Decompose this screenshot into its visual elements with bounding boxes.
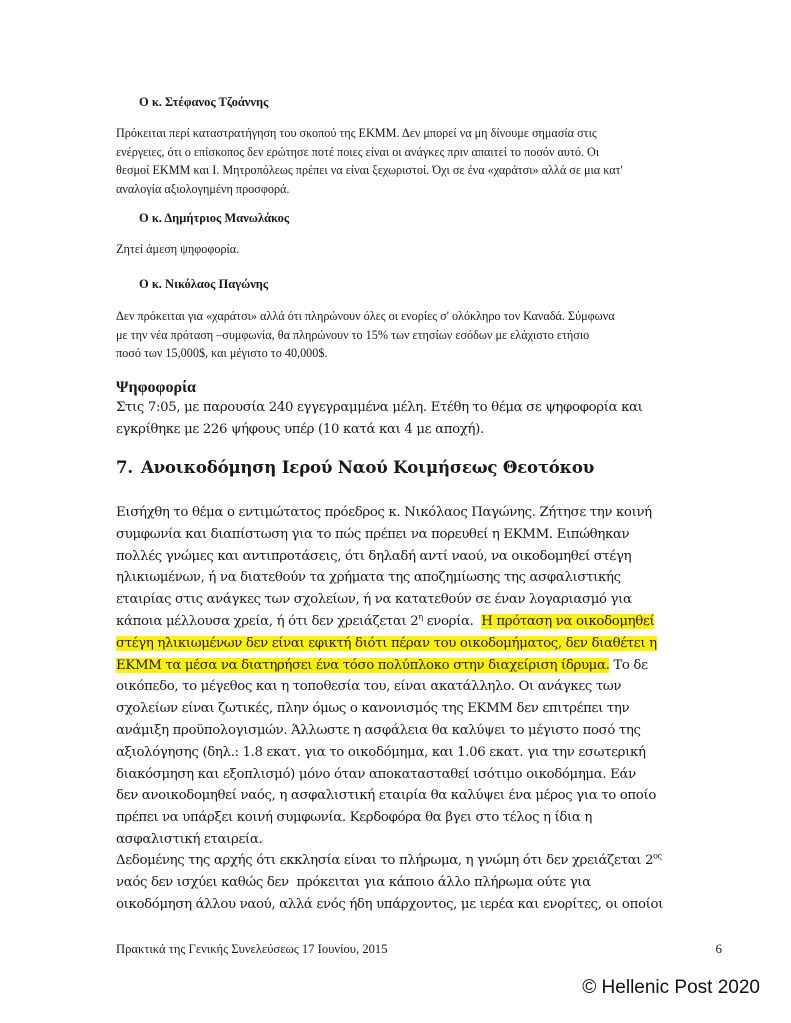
copyright-watermark: © Hellenic Post 2020: [582, 977, 760, 998]
text-line: Δεν πρόκειται για «χαράτσι» αλλά ότι πληρώνουν όλες οι ενορίες σ' ολόκληρο τον Καναδά. Σύμφωνα: [116, 309, 615, 323]
speaker-statement: [116, 307, 676, 363]
text-line: ασφαλιστική εταιρεία.: [116, 831, 263, 847]
text-line: πρέπει να υπάρξει κοινή συμφωνία. Κερδοφόρα θα βγει στο τέλος η ίδια η: [116, 810, 593, 826]
text-line: Εισήχθη το θέμα ο εντιμώτατος πρόεδρος κ. Νικόλαος Παγώνης. Ζήτησε την κοινή: [116, 505, 652, 520]
text-line: [116, 633, 676, 655]
text-line: [116, 611, 676, 633]
speaker-statement: [116, 124, 676, 198]
speaker-name: Ο κ. Δημήτριος Μανωλάκος: [139, 211, 290, 225]
text-fragment: Δεδομένης της αρχής ότι εκκλησία είναι το πλήρωμα, η γνώμη ότι δεν χρειάζεται 2: [116, 853, 654, 868]
text-fragment: ενορία.: [422, 613, 482, 629]
highlighted-text: ΕΚΜΜ τα μέσα να διατηρήσει ένα τόσο πολύπλοκο στην διαχείριση ίδρυμα.: [116, 657, 610, 673]
superscript: η: [418, 612, 423, 622]
text-line: Ζητεί άμεση ψηφοφορία.: [116, 242, 240, 256]
text-line: αναλογία αξιολογημένη προσφορά.: [116, 181, 290, 196]
text-line: ηλικιωμένων, ή να διατεθούν τα χρήματα της αποζημίωσης της ασφαλιστικής: [116, 570, 621, 586]
section-paragraph: [116, 502, 676, 851]
highlighted-text: στέγη ηλικιωμένων δεν είναι εφικτή διότι πέραν του οικοδομήματος, δεν διαθέτει η: [116, 635, 657, 651]
text-line: δεν ανοικοδομηθεί ναός, η ασφαλιστική εταιρία θα καλύψει ένα μέρος για το οποίο: [116, 788, 656, 804]
text-fragment: κάποια μέλλουσα χρεία, ή ότι δεν χρειάζεται 2: [116, 613, 419, 629]
text-line: [116, 655, 676, 677]
highlighted-text: Η πρόταση να οικοδομηθεί: [481, 613, 655, 629]
text-line: πολλές γνώμες και αντιπροτάσεις, ότι δηλαδή αντί ναού, να οικοδομηθεί στέγη: [116, 548, 632, 564]
speaker-name: Ο κ. Νικόλαος Παγώνης: [139, 277, 269, 291]
text-line: αξιολόγησης (δηλ.: 1.8 εκατ. για το οικοδόμημα, και 1.06 εκατ. για την εσωτερική: [116, 744, 646, 760]
page-number: 6: [715, 941, 722, 956]
text-line: ενέργειες, ότι ο επίσκοπος δεν ερώτησε ποτέ ποιες είναι οι ανάγκες πριν απαιτεί το ποσόν αυτό. Οι: [116, 144, 600, 159]
text-line: θεσμοί ΕΚΜΜ και Ι. Μητροπόλεως πρέπει να είναι ξεχωριστοί. Όχι σε ένα «χαράτσι» αλλά σε μια κατ': [116, 163, 623, 177]
text-line: ναός δεν ισχύει καθώς δεν πρόκειται για κάποιο άλλο πλήρωμα ούτε για: [116, 874, 591, 890]
speaker-name: Ο κ. Στέφανος Τζοάννης: [139, 95, 269, 109]
text-line: Στις 7:05, με παρουσία 240 εγγεγραμμένα μέλη. Ετέθη το θέμα σε ψηφοφορία και: [116, 400, 643, 415]
text-line: ανάμιξη προϋπολογισμών. Άλλωστε η ασφάλεια θα καλύψει το μέγιστο ποσό της: [116, 722, 641, 738]
footer-title: Πρακτικά της Γενικής Συνελεύσεως 17 Ιουνίου, 2015: [116, 942, 388, 956]
speaker-statement: [116, 240, 676, 259]
vote-result: [116, 397, 676, 441]
section-paragraph: [116, 850, 676, 915]
superscript: ος: [653, 851, 662, 861]
text-line: διακόσμηση και εξοπλισμό) μόνο όταν αποκατασταθεί ισότιμο οικοδόμημα. Εάν: [116, 766, 636, 782]
text-line: σχολείων είναι ζωτικές, πλην όμως ο κανονισμός της ΕΚΜΜ δεν επιτρέπει την: [116, 701, 630, 717]
vote-heading: Ψηφοφορία: [116, 379, 196, 396]
section-number: 7.: [116, 457, 133, 477]
text-line: συμφωνία και διαπίστωση για το πώς πρέπει να πορευθεί η ΕΚΜΜ. Ειπώθηκαν: [116, 526, 630, 542]
text-line: με την νέα πρόταση –συμφωνία, θα πληρώνουν το 15% των ετησίων εσόδων με ελάχιστο ετήσιο: [116, 327, 590, 342]
text-fragment: Το δε: [609, 657, 648, 673]
text-line: ποσό των 15,000$, και μέγιστο το 40,000$.: [116, 346, 328, 360]
text-line: Πρόκειται περί καταστρατήγηση του σκοπού της ΕΚΜΜ. Δεν μπορεί να μη δίνουμε σημασία στις: [116, 126, 597, 140]
section-heading: [116, 456, 594, 478]
text-line: [116, 850, 676, 872]
text-line: εταιρίας στις ανάγκες των σχολείων, ή να κατατεθούν σε έναν λογαριασμό για: [116, 592, 632, 608]
section-title: Ανοικοδόμηση Ιερού Ναού Κοιμήσεως Θεοτόκου: [140, 457, 595, 477]
text-line: εγκρίθηκε με 226 ψήφους υπέρ (10 κατά και 4 με αποχή).: [116, 421, 484, 437]
text-line: οικόπεδο, το μέγεθος και η τοποθεσία του, είναι ακατάλληλο. Οι ανάγκες των: [116, 679, 622, 695]
text-line: οικοδόμηση άλλου ναού, αλλά ενός ήδη υπάρχοντος, με ιερέα και ενορίτες, οι οποίοι: [116, 896, 663, 912]
